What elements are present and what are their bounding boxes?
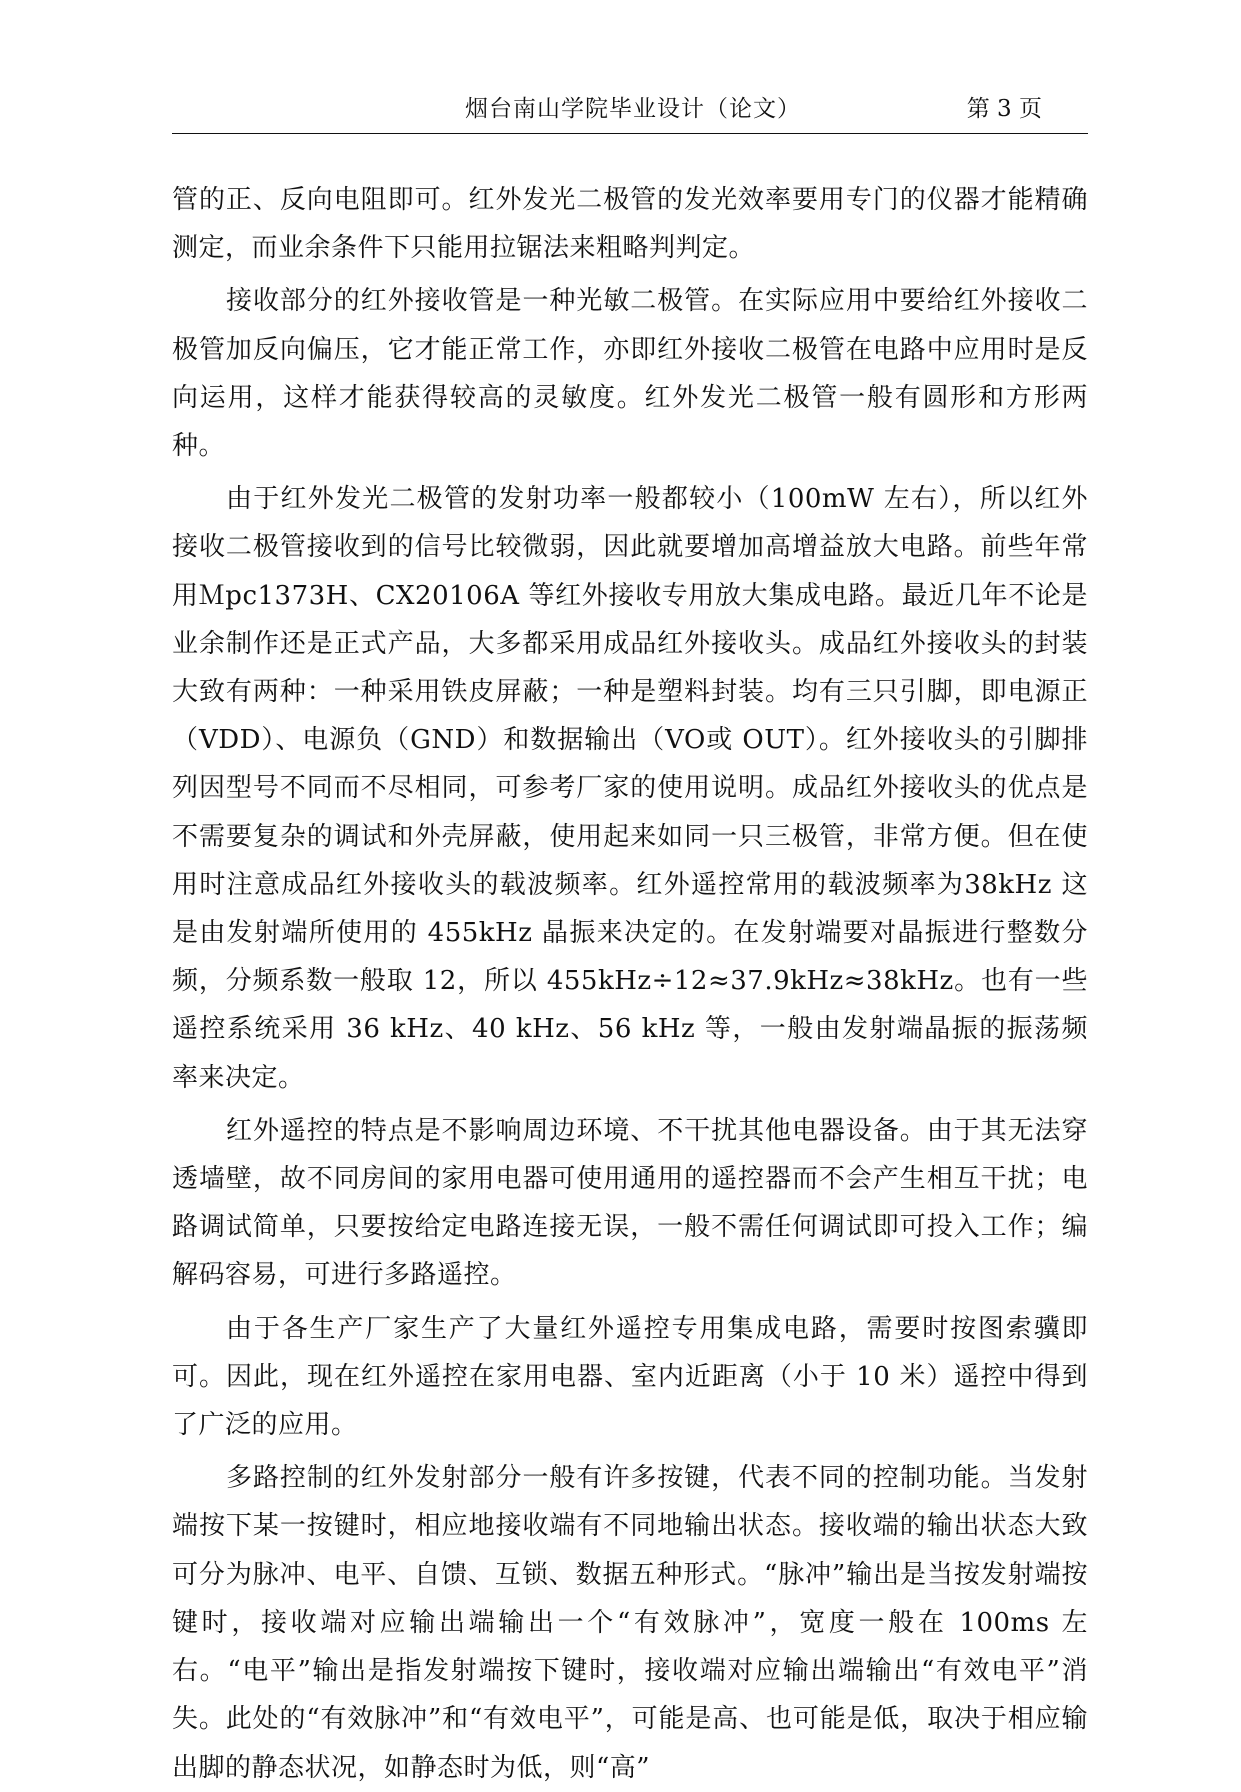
header-title: 烟台南山学院毕业设计（论文） bbox=[465, 96, 801, 122]
paragraph-multichannel-control: 多路控制的红外发射部分一般有许多按键，代表不同的控制功能。当发射端按下某一按键时，相应地接收端有不同地输出状态。接收端的输出状态大致可分为脉冲、电平、自馈、互锁、数据五种形式。“脉冲”输出是当按发射端按键时，接收端对应输出端输出一个“有效脉冲”，宽度一般在 100ms 左右。“电平”输出是指发射端按下键时，接收端对应输出端输出“有效电平”消失。此处的“有效脉冲”和“有效电平”，可能是高、也可能是低，取决于相应输出脚的静态状况，如静态时为低，则“高” bbox=[172, 1463, 1088, 1783]
paragraph-receiver-photodiode: 接收部分的红外接收管是一种光敏二极管。在实际应用中要给红外接收二极管加反向偏压，它才能正常工作，亦即红外接收二极管在电路中应用时是反向运用，这样才能获得较高的灵敏度。红外发光二极管一般有圆形和方形两种。 bbox=[172, 286, 1088, 462]
page-header bbox=[172, 82, 1088, 132]
paragraph-continuation: 管的正、反向电阻即可。红外发光二极管的发光效率要用专门的仪器才能精确测定，而业余条件下只能用拉锯法来粗略判判定。 bbox=[172, 185, 1088, 264]
paragraph-ir-features: 红外遥控的特点是不影响周边环境、不干扰其他电器设备。由于其无法穿透墙壁，故不同房间的家用电器可使用通用的遥控器而不会产生相互干扰；电路调试简单，只要按给定电路连接无误，一般不需任何调试即可投入工作；编解码容易，可进行多路遥控。 bbox=[172, 1115, 1088, 1291]
header-divider bbox=[172, 133, 1088, 134]
page-number: 第 3 页 bbox=[966, 96, 1042, 122]
paragraph-ir-applications: 由于各生产厂家生产了大量红外遥控专用集成电路，需要时按图索骥即可。因此，现在红外遥控在家用电器、室内近距离（小于 10 米）遥控中得到了广泛的应用。 bbox=[172, 1313, 1088, 1441]
paragraph-receiver-module: 由于红外发光二极管的发射功率一般都较小（100mW 左右），所以红外接收二极管接收到的信号比较微弱，因此就要增加高增益放大电路。前些年常用Ｍpc1373H、CX20106A 等红外接收专用放大集成电路。最近几年不论是业余制作还是正式产品，大多都采用成品红外接收头。成品红外接收头的封装大致有两种：一种采用铁皮屏蔽；一种是塑料封装。均有三只引脚，即电源正（VDD）、电源负（GND）和数据输出（VO或 OUT）。红外接收头的引脚排列因型号不同而不尽相同，可参考厂家的使用说明。成品红外接收头的优点是不需要复杂的调试和外壳屏蔽，使用起来如同一只三极管，非常方便。但在使用时注意成品红外接收头的载波频率。红外遥控常用的载波频率为38kHz 这是由发射端所使用的 455kHz 晶振来决定的。在发射端要对晶振进行整数分频，分频系数一般取 12，所以 455kHz÷12≈37.9kHz≈38kHz。也有一些遥控系统采用 36 kHz、40 kHz、56 kHz 等，一般由发射端晶振的振荡频率来决定。 bbox=[172, 484, 1088, 1093]
document-body bbox=[172, 176, 1088, 1792]
